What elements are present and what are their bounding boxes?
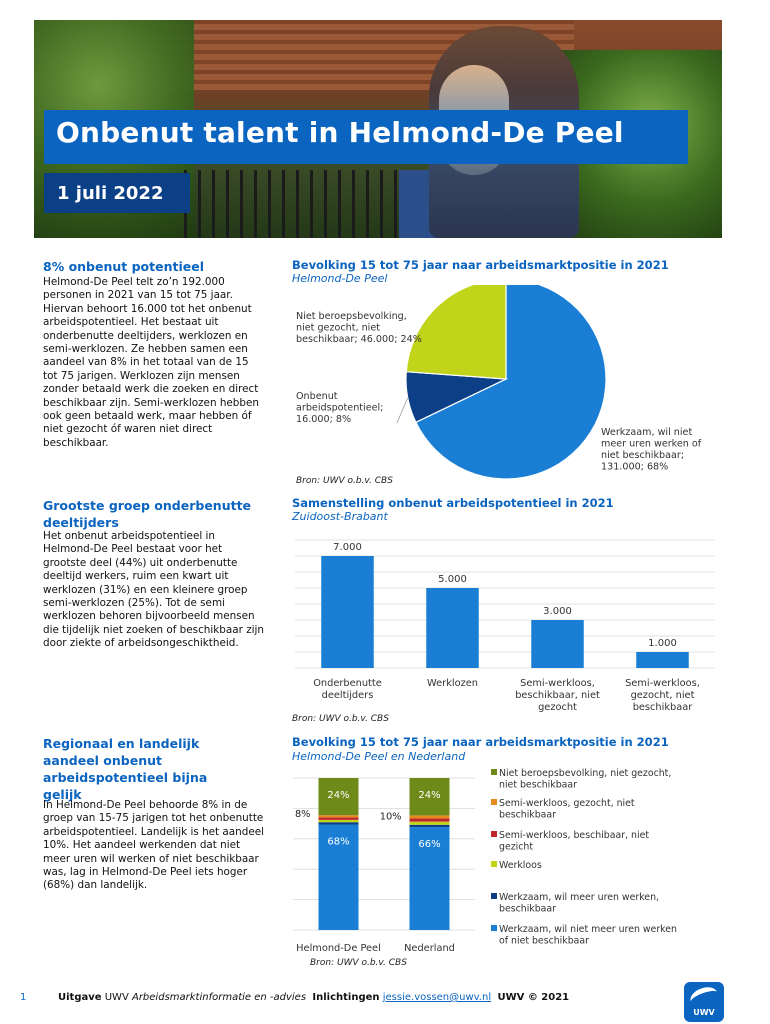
stack-segment bbox=[410, 815, 450, 818]
logo-text: UWV bbox=[693, 1008, 715, 1017]
bar-category-label: Semi-werkloos, bbox=[625, 678, 700, 689]
stack-segment bbox=[410, 819, 450, 822]
bar-chart-subtitle: Zuidoost-Brabant bbox=[292, 510, 388, 523]
stack-callout-label: 8% bbox=[294, 808, 311, 820]
legend-label: Werkzaam, wil niet meer uren werken bbox=[499, 924, 677, 935]
legend-label: Semi-werkloos, gezocht, niet bbox=[499, 798, 635, 809]
legend-label: Niet beroepsbevolking, niet gezocht, bbox=[499, 768, 672, 779]
stacked-chart-subtitle: Helmond-De Peel en Nederland bbox=[292, 750, 466, 763]
legend-swatch bbox=[491, 769, 497, 775]
bar bbox=[321, 556, 374, 668]
section-body-regionaal: In Helmond-De Peel behoorde 8% in de groep van 15-75 jarigen tot het onbenutte arbeidspotentieel. Landelijk is het aandeel 10%. Het aandeel werkenden dat niet meer uren wil werken of niet beschikbaar was, lag in Helmond-De Peel iets hoger (68%) dan landelijk. bbox=[43, 799, 265, 892]
stack-category-label: Helmond-De Peel bbox=[296, 943, 381, 954]
pie-slice-label: beschikbaar; 46.000; 24% bbox=[296, 334, 422, 345]
stack-segment-label: 24% bbox=[418, 790, 441, 801]
bar-chart bbox=[285, 528, 725, 718]
inlichtingen-label: Inlichtingen bbox=[312, 992, 380, 1003]
publication-date: 1 juli 2022 bbox=[57, 183, 164, 204]
legend-label: beschikbaar bbox=[499, 809, 557, 821]
pie-slice-label: meer uren werken of bbox=[601, 438, 702, 450]
section-heading-potentieel: 8% onbenut potentieel bbox=[43, 259, 204, 274]
pie-slice-label: 16.000; 8% bbox=[296, 414, 352, 425]
pie-slice-label: Onbenut bbox=[296, 391, 338, 402]
bar-category-label: beschikbaar, niet bbox=[515, 690, 600, 701]
page-number: 1 bbox=[20, 992, 27, 1003]
stacked-chart-title: Bevolking 15 tot 75 jaar naar arbeidsmarktpositie in 2021 bbox=[292, 735, 669, 749]
bar-category-label: beschikbaar bbox=[632, 702, 693, 713]
stack-segment bbox=[319, 822, 359, 824]
pie-chart bbox=[285, 285, 725, 483]
section-body-potentieel: Helmond-De Peel telt zo’n 192.000 personen in 2021 van 15 tot 75 jaar. Hiervan behoort 16.000 tot het onbenut arbeidspotentieel. Het bestaat uit onderbenutte deeltijders, werklozen en semi-werklozen. Ze hebben samen een aandeel van 8% in het totaal van de 15 tot 75 jarigen. Werklozen zijn mensen zonder betaald werk die zoeken en direct beschikbaar zijn. Semi-werklozen hebben ook geen betaald werk, maar hebben óf niet gezocht óf waren niet direct beschikbaar. bbox=[43, 276, 259, 449]
pie-chart-title: Bevolking 15 tot 75 jaar naar arbeidsmarktpositie in 2021 bbox=[292, 258, 669, 272]
bar bbox=[636, 652, 689, 668]
bar-category-label: Werklozen bbox=[427, 678, 478, 689]
bar-chart-title: Samenstelling onbenut arbeidspotentieel in 2021 bbox=[292, 496, 614, 510]
pie-slice-label: 131.000; 68% bbox=[601, 461, 669, 473]
uitgave-italic: Arbeidsmarktinformatie en -advies bbox=[131, 992, 307, 1003]
uitgave-text: UWV bbox=[104, 992, 129, 1003]
legend-label: beschikbaar bbox=[499, 903, 557, 915]
legend-label: Werkloos bbox=[499, 860, 542, 871]
legend-swatch bbox=[491, 831, 497, 837]
legend-label: gezicht bbox=[499, 841, 534, 853]
bar-category-label: gezocht bbox=[538, 702, 577, 713]
stacked-chart-source: Bron: UWV o.b.v. CBS bbox=[310, 958, 407, 968]
bar-category-label: Onderbenutte bbox=[313, 678, 382, 689]
stack-segment bbox=[319, 818, 359, 820]
pie-chart-subtitle: Helmond-De Peel bbox=[292, 272, 388, 285]
section-body-deeltijders: Het onbenut arbeidspotentieel in Helmond-De Peel bestaat voor het grootste deel (44%) uit onderbenutte deeltijd werkers, ruim een kwart uit werklozen (31%) en een kleinere groep semi-werklozen (25%). Tot de semi werklozen behoren bijvoorbeeld mensen die tijdelijk niet zoeken of beschikbaar zijn door ziekte of arbeidsongeschiktheid. bbox=[43, 530, 265, 650]
pie-slice-label: Werkzaam, wil niet bbox=[601, 427, 693, 438]
page-title: Onbenut talent in Helmond-De Peel bbox=[56, 116, 624, 149]
section-heading-regionaal: Regionaal en landelijk aandeel onbenut arbeidspotentieel bijna gelijk bbox=[43, 736, 208, 802]
logo-swoosh-icon bbox=[688, 984, 720, 1010]
stack-callout-label: 10% bbox=[379, 811, 402, 823]
footer bbox=[0, 990, 770, 1010]
footer-text bbox=[58, 992, 569, 1003]
stack-segment-label: 66% bbox=[418, 839, 441, 851]
stack-segment bbox=[319, 820, 359, 822]
pie-leader-line bbox=[397, 398, 408, 423]
bar-category-label: deeltijders bbox=[321, 690, 374, 701]
uitgave-label: Uitgave bbox=[58, 992, 102, 1003]
legend-label: of niet beschikbaar bbox=[499, 935, 590, 947]
bar-category-label: Semi-werkloos, bbox=[520, 678, 595, 689]
copyright: UWV © 2021 bbox=[497, 992, 570, 1003]
stack-segment bbox=[410, 825, 450, 827]
pie-slice-label: niet beschikbaar; bbox=[601, 450, 685, 461]
stack-segment bbox=[319, 815, 359, 817]
legend-swatch bbox=[491, 861, 497, 867]
legend-label: Semi-werkloos, beschibaar, niet bbox=[499, 830, 650, 841]
uwv-logo bbox=[684, 982, 724, 1022]
bar-chart-source: Bron: UWV o.b.v. CBS bbox=[292, 714, 389, 724]
section-heading-deeltijders: Grootste groep onderbenutte deeltijders bbox=[43, 498, 252, 530]
stack-segment-label: 24% bbox=[327, 790, 350, 801]
bar bbox=[531, 620, 584, 668]
bar bbox=[426, 588, 479, 668]
pie-slice-label: Niet beroepsbevolking, bbox=[296, 311, 407, 322]
legend-swatch bbox=[491, 925, 497, 931]
bar-category-label: gezocht, niet bbox=[630, 690, 695, 701]
bar-value-label: 1.000 bbox=[648, 638, 677, 649]
stack-segment bbox=[410, 822, 450, 825]
legend-label: niet beschikbaar bbox=[499, 779, 577, 791]
legend-label: Werkzaam, wil meer uren werken, bbox=[499, 892, 659, 903]
pie-chart-source: Bron: UWV o.b.v. CBS bbox=[296, 476, 393, 486]
pie-slice-label: arbeidspotentieel; bbox=[296, 402, 384, 414]
contact-email-link[interactable]: jessie.vossen@uwv.nl bbox=[382, 992, 492, 1003]
legend-swatch bbox=[491, 799, 497, 805]
stack-segment-label: 68% bbox=[327, 836, 350, 848]
stack-category-label: Nederland bbox=[404, 943, 455, 954]
bar-value-label: 7.000 bbox=[333, 542, 362, 553]
stacked-bar-chart bbox=[285, 768, 725, 960]
legend-swatch bbox=[491, 893, 497, 899]
bar-value-label: 5.000 bbox=[438, 574, 467, 585]
pie-slice-label: niet gezocht, niet bbox=[296, 322, 380, 334]
bar-value-label: 3.000 bbox=[543, 606, 572, 617]
pie-slice bbox=[406, 285, 506, 379]
